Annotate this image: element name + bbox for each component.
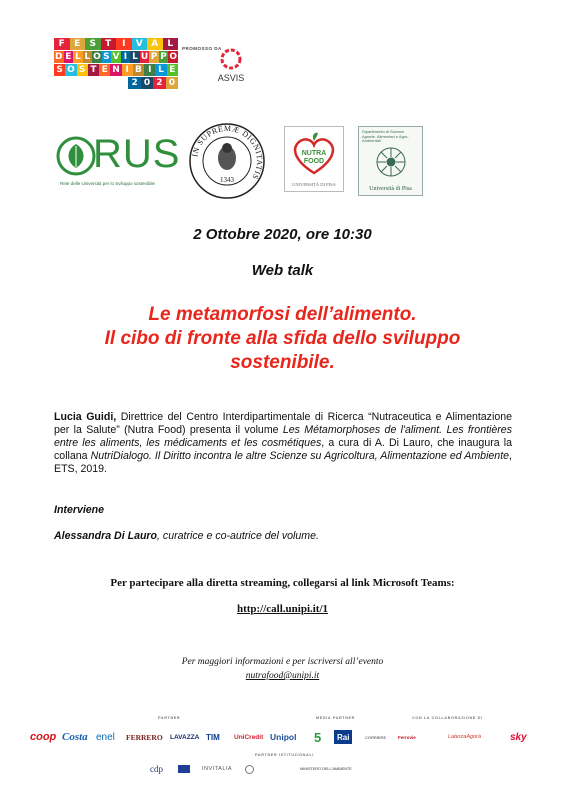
department-logo [358,126,423,196]
flower-icon [371,145,411,179]
university-seal [188,122,266,200]
contact-email-link[interactable]: nutrafood@unipi.it [245,671,320,681]
collab-corriere: CORRIERE [365,734,387,740]
festival-logo-row-4 [128,77,178,89]
festival-logo-tile: 2 [128,77,140,89]
sponsor-unicredit: UniCredit [234,733,264,741]
festival-logo-row-2 [54,51,178,63]
festival-logo-tile: F [54,38,70,50]
festival-logo-tile: E [167,64,178,76]
festival-logo-tile: S [85,38,101,50]
festival-logo-tile: 0 [166,77,178,89]
promoter-label: PROMOSSO DA [182,46,222,51]
festival-logo-tile: T [101,38,117,50]
festival-logo-tile: L [155,64,166,76]
festival-logo-tile: E [70,38,86,50]
festival-logo-tile: O [169,52,177,62]
eu-flag-icon [178,759,190,779]
festival-logo-tile: D [55,52,63,62]
description-series: NutriDialogo. Il Diritto incontra le altre Scienze su Agricoltura, Alimentazione ed Ambiente [90,450,510,462]
festival-logo-tile: I [116,38,132,50]
sponsor-lavazza: LAVAZZA [170,733,200,741]
festival-logo-tile: O [93,52,101,62]
guest-speaker-name: Alessandra Di Lauro [54,530,158,542]
festival-logo-tile: V [112,52,120,62]
sponsor-ferrero: FERRERO [126,732,163,742]
festival-logo-tile: A [147,38,163,50]
festival-logo-tile: S [103,52,110,62]
event-description [54,411,512,476]
festival-logo-tile: U [140,52,149,62]
festival-logo-tile: I [121,51,131,63]
festival-logo-tile: 0 [141,77,153,89]
rus-logo-caption: Rete delle Università per lo Sviluppo sostenibile [60,181,156,186]
teams-link[interactable]: http://call.unipi.it/1 [236,603,329,615]
seal-year: 1343 [220,176,234,184]
guest-speaker [54,530,319,542]
festival-logo-tile: I [144,64,155,76]
event-date: 2 Ottobre 2020, ore 10:30 [193,226,372,243]
event-format: Web talk [251,262,314,279]
institutional-ministry: MINISTERO DELL'AMBIENTE [300,767,352,771]
nutra-logo-line1: NUTRA [301,150,327,157]
festival-logo-tile: P [160,52,167,62]
festival-logo [54,38,178,90]
media-partner-label: MEDIA PARTNER [316,716,356,720]
description-part-2: , a cura di A. Di Lauro, che inaugura la collana [54,437,512,462]
partner-label: PARTNER [158,716,181,720]
asvis-logo-text: ASVIS [217,73,245,83]
festival-logo-tile: N [112,65,120,75]
festival-logo-tile: O [67,65,75,75]
streaming-instructions: Per partecipare alla diretta streaming, collegarsi al link Microsoft Teams: [110,577,455,589]
collaboration-label: CON LA COLLABORAZIONE DI [412,716,483,720]
sponsor-costa: Costa [62,731,88,743]
description-part-3: , ETS, 2019. [54,450,512,475]
media-rai: Rai [334,730,352,744]
description-book-title: Les Métamorphoses de l'aliment. Les frontières entre les aliments, les médicaments et les cosmétiques [54,424,512,449]
nutra-logo-caption: UNIVERSITÀ DI PISA [292,182,336,187]
sponsor-tim: TIM [206,732,220,742]
festival-logo-tile: L [84,52,91,62]
contact-text: Per maggiori informazioni e per iscriversi all’evento [181,657,384,667]
collab-sky: sky [510,731,527,743]
sponsor-coop: coop [30,731,57,743]
guest-speaker-role: , curatrice e co-autrice del volume. [157,530,319,542]
department-logo-caption: Università di Pisa [369,186,412,192]
nutra-logo-line2: FOOD [303,158,325,165]
festival-logo-tile: L [163,38,179,50]
festival-logo-tile: B [133,64,144,76]
rus-logo [56,132,181,192]
festival-logo-tile: V [132,38,148,50]
festival-logo-tile: T [88,64,99,76]
institutional-invitalia: INVITALIA [202,766,233,772]
festival-logo-tile: L [74,52,81,62]
festival-logo-row-3 [54,64,178,76]
festival-logo-tile: S [54,64,65,76]
institutional-cdp: cdp [150,764,163,774]
festival-logo-tile: S [77,64,88,76]
collab-laterza: LaterzaAgorà [448,734,482,740]
rus-logo-word: RUS [93,132,181,176]
event-title [40,303,525,375]
sponsor-enel: enel [96,731,115,743]
description-part-1: Direttrice del Centro Interdipartimentale di Ricerca “Nutraceutica e Alimentazione per la Salute” (Nutra Food) presenta il volume [54,411,513,436]
event-title-line-3: sostenibile. [230,352,335,373]
sponsor-row [30,725,535,749]
festival-logo-tile: I [122,64,133,76]
festival-logo-tile: P [150,52,158,62]
institutional-row [150,759,430,779]
description-speaker: Lucia Guidi, [54,411,117,423]
department-logo-title: Dipartimento di Scienze Agrarie, Alimentari e Agro-Ambientali [362,129,409,144]
festival-logo-tile: 2 [153,77,165,89]
italy-emblem-icon [245,759,254,779]
seal-motto: IN SUPREMÆ DIGNITATIS [190,123,265,182]
festival-logo-tile: E [99,64,110,76]
leaf-icon [56,136,96,176]
institutional-partner-label: PARTNER ISTITUZIONALI [255,753,314,757]
festival-logo-tile: L [132,52,138,62]
asvis-logo [213,44,249,84]
festival-logo-row-1 [54,38,178,50]
media-la5: 5 [314,729,322,745]
nutra-food-logo [284,126,344,192]
festival-logo-tile: E [65,52,72,62]
sponsor-unipol: Unipol [270,732,297,742]
collab-ferrovie: Ferrovie [398,734,416,740]
interviene-label: Interviene [54,504,105,516]
event-title-line-1: Le metamorfosi dell’alimento. [148,304,417,325]
event-title-line-2: Il cibo di fronte alla sfida dello sviluppo [104,328,461,349]
